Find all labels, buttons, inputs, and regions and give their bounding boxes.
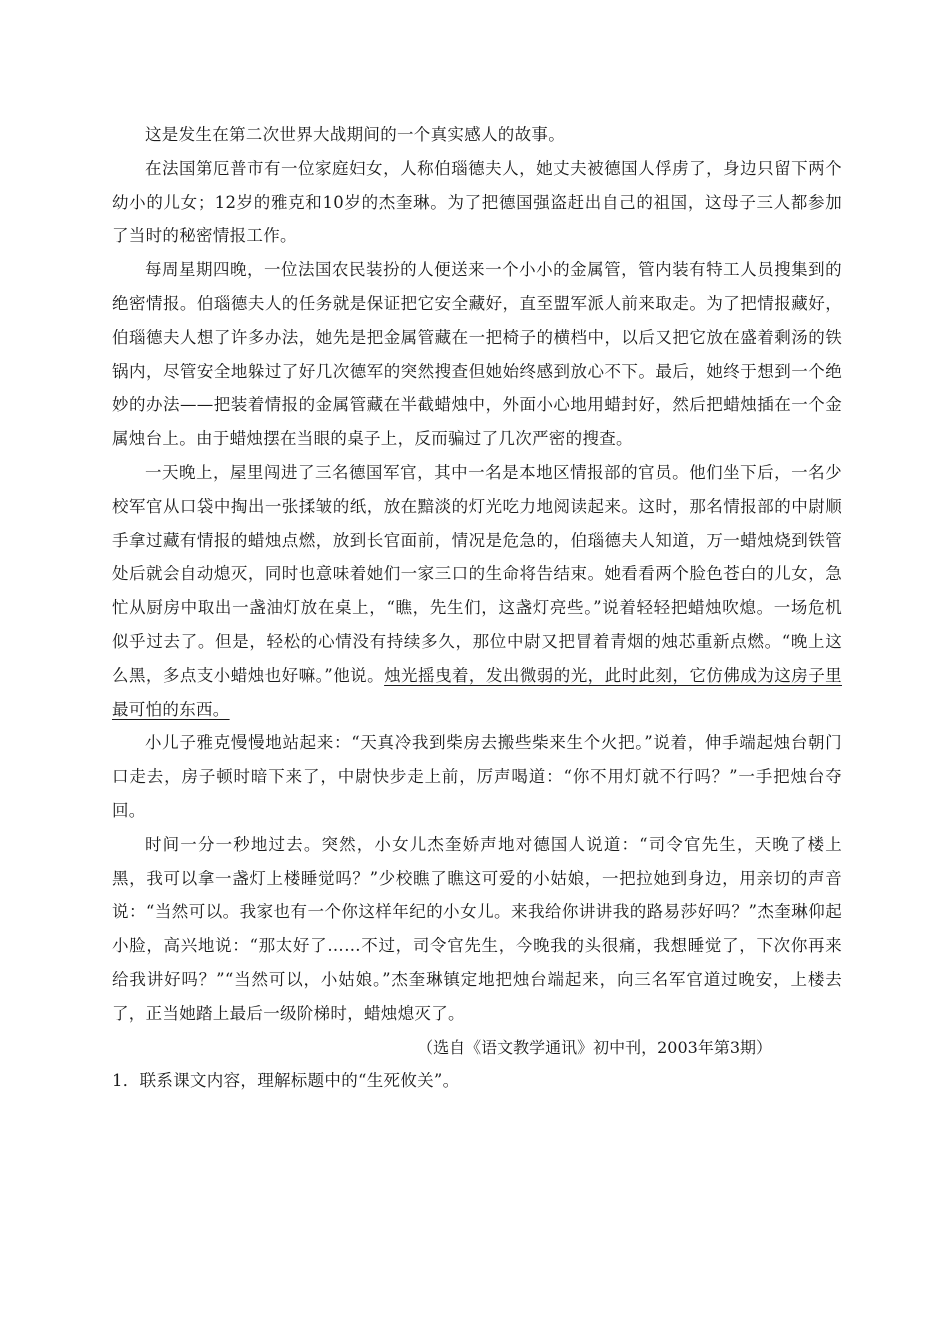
underlined-sentence: 烛光摇曳着，发出微弱的光，此时此刻，它仿佛成为这房子里最可怕的东西。 — [112, 665, 842, 719]
paragraph-1: 这是发生在第二次世界大战期间的一个真实感人的故事。 — [145, 125, 565, 144]
paragraph-6: 时间一分一秒地过去。突然，小女儿杰奎娇声地对德国人说道：“司令官先生，天晚了楼上黑，我可以拿一盏灯上楼睡觉吗？”少校瞧了瞧这可爱的小姑娘，一把拉她到身边，用亲切的声音说：“当然可以。我家也有一个你这样年纪的小女儿。来我给你讲讲我的路易莎好吗？”杰奎琳仰起小脸，高兴地说：“那太好了……不过，司令官先生，今晚我的头很痛，我想睡觉了，下次你再来给我讲好吗？”“当然可以，小姑娘。”杰奎琳镇定地把烛台端起来，向三名军官道过晚安，上楼去了，正当她踏上最后一级阶梯时，蜡烛熄灭了。 — [112, 834, 842, 1023]
question-1: 1．联系课文内容，理解标题中的“生死攸关”。 — [112, 1071, 460, 1091]
paragraph-4 — [112, 456, 842, 726]
source-citation: （选自《语文教学通讯》初中刊，2003年第3期） — [417, 1037, 772, 1057]
paragraph-3: 每周星期四晚，一位法国农民装扮的人便送来一个小小的金属管，管内装有特工人员搜集到的绝密情报。伯瑙德夫人的任务就是保证把它安全藏好，直至盟军派人前来取走。为了把情报藏好，伯瑙德夫人想了许多办法，她先是把金属管藏在一把椅子的横档中，以后又把它放在盛着剩汤的铁锅内，尽管安全地躲过了好几次德军的突然搜查但她始终感到放心不下。最后，她终于想到一个绝妙的办法——把装着情报的金属管藏在半截蜡烛中，外面小心地用蜡封好，然后把蜡烛插在一个金属烛台上。由于蜡烛摆在当眼的桌子上，反而骗过了几次严密的搜查。 — [112, 260, 842, 449]
paragraph-2: 在法国第厄普市有一位家庭妇女，人称伯瑙德夫人，她丈夫被德国人俘虏了，身边只留下两个幼小的儿女；12岁的雅克和10岁的杰奎琳。为了把德国强盗赶出自己的祖国，这母子三人都参加了当时的秘密情报工作。 — [112, 158, 842, 246]
paragraph-5: 小儿子雅克慢慢地站起来：“天真冷我到柴房去搬些柴来生个火把。”说着，伸手端起烛台朝门口走去，房子顿时暗下来了，中尉快步走上前，厉声喝道：“你不用灯就不行吗？”一手把烛台夺回。 — [112, 733, 842, 820]
paragraph-4-text: 一天晚上，屋里闯进了三名德国军官，其中一名是本地区情报部的官员。他们坐下后，一名少校军官从口袋中掏出一张揉皱的纸，放在黯淡的灯光吃力地阅读起来。这时，那名情报部的中尉顺手拿过藏有情报的蜡烛点燃，放到长官面前，情况是危急的，伯瑙德夫人知道，万一蜡烛烧到铁管处后就会自动熄灭，同时也意味着她们一家三口的生命将告结束。她看看两个脸色苍白的儿女，急忙从厨房中取出一盏油灯放在桌上，“瞧，先生们，这盏灯亮些。”说着轻轻把蜡烛吹熄。一场危机似乎过去了。但是，轻松的心情没有持续多久，那位中尉又把冒着青烟的烛芯重新点燃。“晚上这么黑，多点支小蜡烛也好嘛。”他说。 — [112, 462, 842, 685]
document-page — [112, 118, 842, 1098]
